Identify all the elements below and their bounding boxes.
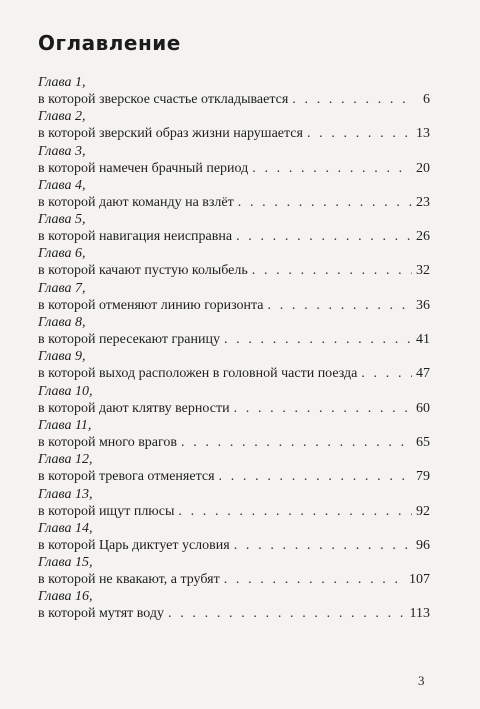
toc-line [38, 468, 430, 485]
dot-leader [252, 160, 412, 177]
dot-leader [219, 468, 412, 485]
chapter-number: Глава 15, [38, 555, 93, 571]
chapter-title: в которой намечен брачный период [38, 160, 249, 176]
toc-entry[interactable] [38, 451, 430, 485]
toc-line [38, 605, 430, 622]
chapter-number: Глава 10, [38, 383, 93, 399]
toc-line [38, 503, 430, 520]
chapter-number: Глава 9, [38, 349, 86, 365]
page-number: 65 [416, 434, 430, 450]
chapter-title: в которой зверское счастье откладывается [38, 92, 289, 107]
chapter-title: в которой пересекают границу [38, 332, 220, 348]
toc-entry[interactable] [38, 74, 430, 108]
toc-line [38, 434, 430, 451]
chapter-title: в которой много врагов [38, 434, 178, 450]
page-number: 113 [409, 606, 430, 622]
toc-entry[interactable] [38, 554, 430, 588]
dot-leader [238, 194, 412, 211]
dot-leader [168, 605, 405, 622]
chapter-number: Глава 1, [38, 75, 86, 90]
toc-entry[interactable] [38, 348, 430, 382]
toc-entry[interactable] [38, 588, 430, 622]
chapter-title: в которой не квакают, а трубят [38, 572, 220, 588]
toc-line [38, 297, 430, 314]
dot-leader [178, 503, 412, 520]
chapter-title: в которой навигация неисправна [38, 229, 233, 245]
chapter-title: в которой дают клятву верности [38, 400, 230, 416]
chapter-number: Глава 8, [38, 315, 86, 331]
dot-leader [181, 434, 412, 451]
toc-entry[interactable] [38, 108, 430, 142]
page-number: 26 [416, 229, 430, 245]
page-number: 92 [416, 503, 430, 519]
toc-entry[interactable] [38, 280, 430, 314]
toc-line [38, 365, 430, 382]
toc-entry[interactable] [38, 143, 430, 177]
chapter-title: в которой тревога отменяется [38, 469, 215, 485]
dot-leader [292, 91, 412, 108]
chapter-number: Глава 2, [38, 109, 86, 125]
chapter-number: Глава 6, [38, 246, 86, 262]
toc-line [38, 91, 430, 108]
toc-entry[interactable] [38, 245, 430, 279]
chapter-title: в которой выход расположен в головной части поезда [38, 366, 358, 382]
chapter-number: Глава 4, [38, 177, 86, 193]
chapter-number: Глава 14, [38, 520, 93, 536]
toc-line [38, 400, 430, 417]
toc-entry[interactable] [38, 383, 430, 417]
chapter-title: в которой дают команду на взлёт [38, 194, 234, 210]
chapter-title: в которой зверский образ жизни нарушается [38, 126, 303, 142]
chapter-title: в которой отменяют линию горизонта [38, 297, 264, 313]
page-number: 41 [416, 332, 430, 348]
toc-entry[interactable] [38, 177, 430, 211]
page-number: 36 [416, 297, 430, 313]
toc-entry[interactable] [38, 211, 430, 245]
toc-line [38, 194, 430, 211]
toc-line [38, 228, 430, 245]
toc-entry[interactable] [38, 417, 430, 451]
page-number: 13 [416, 126, 430, 142]
dot-leader [224, 331, 412, 348]
chapter-title: в которой мутят воду [38, 606, 165, 622]
toc-line [38, 125, 430, 142]
dot-leader [307, 125, 412, 142]
chapter-number: Глава 5, [38, 212, 86, 228]
page-number: 23 [416, 194, 430, 210]
chapter-number: Глава 7, [38, 280, 86, 296]
toc-entry[interactable] [38, 486, 430, 520]
dot-leader [236, 228, 412, 245]
page-title: Оглавление [38, 31, 181, 55]
chapter-number: Глава 12, [38, 452, 93, 468]
toc-line [38, 571, 430, 588]
page-number: 107 [409, 572, 430, 588]
toc-line [38, 160, 430, 177]
table-of-contents [38, 74, 430, 623]
dot-leader [361, 365, 412, 382]
toc-line [38, 262, 430, 279]
page-number: 96 [416, 537, 430, 553]
page-number: 79 [416, 469, 430, 485]
page-number: 6 [423, 92, 430, 107]
toc-line [38, 537, 430, 554]
folio-page-number: 3 [418, 673, 425, 688]
page-number: 47 [416, 366, 430, 382]
chapter-title: в которой ищут плюсы [38, 503, 175, 519]
chapter-title: в которой качают пустую колыбель [38, 263, 248, 279]
page-number: 32 [416, 263, 430, 279]
chapter-number: Глава 11, [38, 417, 92, 433]
dot-leader [268, 297, 412, 314]
dot-leader [234, 400, 412, 417]
chapter-number: Глава 3, [38, 143, 86, 159]
chapter-number: Глава 16, [38, 589, 93, 605]
toc-line [38, 331, 430, 348]
dot-leader [224, 571, 405, 588]
chapter-number: Глава 13, [38, 486, 93, 502]
page-number: 60 [416, 400, 430, 416]
page-number: 20 [416, 160, 430, 176]
dot-leader [234, 537, 412, 554]
toc-entry[interactable] [38, 520, 430, 554]
chapter-title: в которой Царь диктует условия [38, 537, 230, 553]
toc-entry[interactable] [38, 314, 430, 348]
dot-leader [252, 262, 412, 279]
